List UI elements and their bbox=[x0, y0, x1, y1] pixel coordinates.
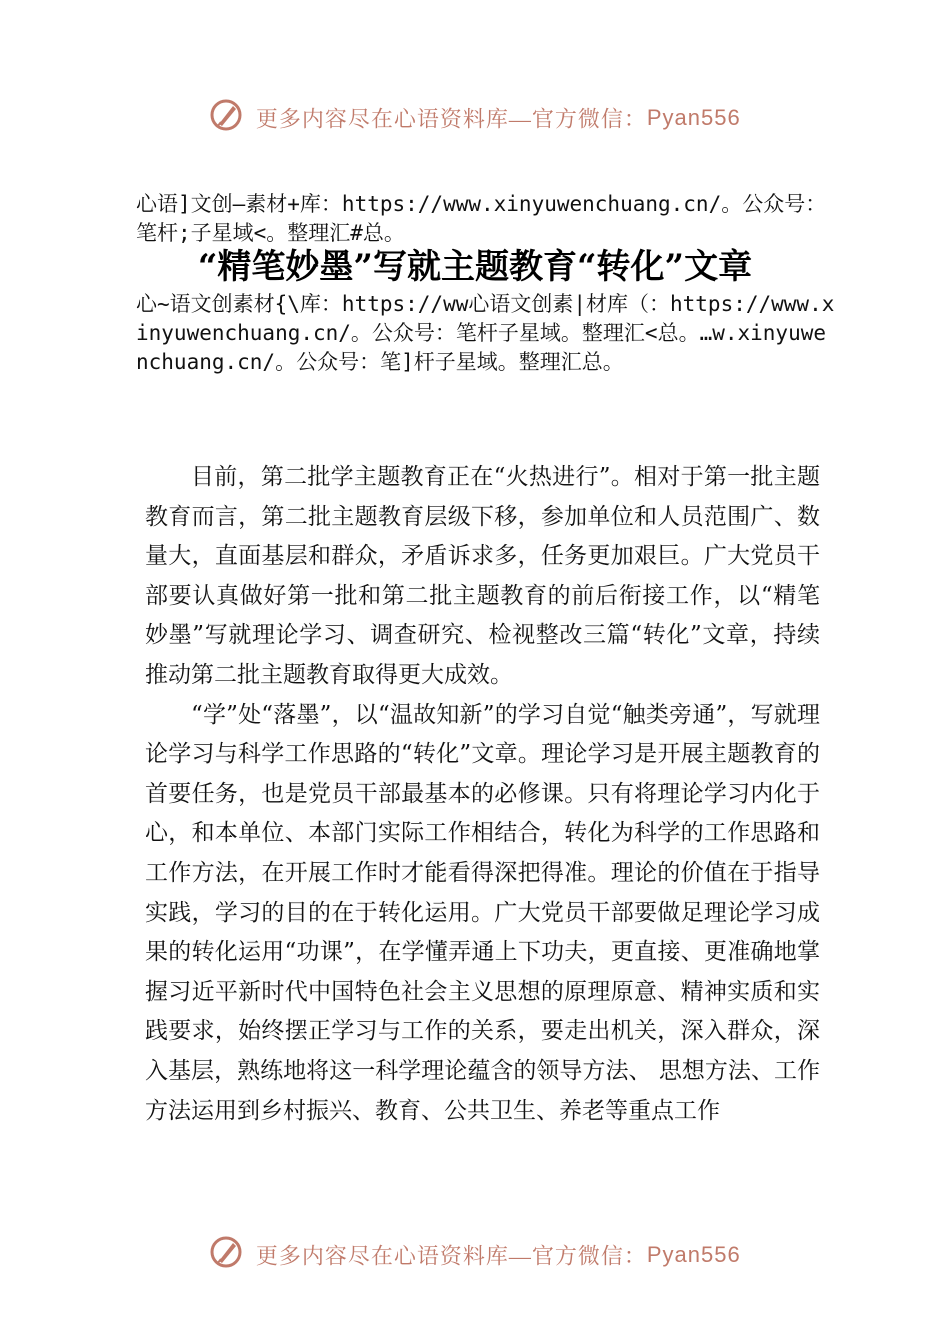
watermark-line-top: 心语]文创—素材+库：https://www.xinyuwenchuang.cn/。公众号：笔杆;子星域<。整理汇#总。 bbox=[136, 192, 827, 245]
pen-logo-icon bbox=[209, 1235, 243, 1275]
header-banner bbox=[0, 98, 950, 138]
paragraph: 目前，第二批学主题教育正在“火热进行”。相对于第一批主题教育而言，第二批主题教育层级下移，参加单位和人员范围广、数量大，直面基层和群众，矛盾诉求多，任务更加艰巨。广大党员干部要认真做好第一批和第二批主题教育的前后衔接工作，以“精笔妙墨”写就理论学习、调查研究、检视整改三篇“转化”文章，持续推动第二批主题教育取得更大成效。 bbox=[145, 464, 820, 688]
header-banner-text: 更多内容尽在心语资料库—官方微信： bbox=[255, 106, 647, 132]
header-wechat-id: Pyan556 bbox=[646, 105, 741, 130]
article-title: “精笔妙墨”写就主题教育“转化”文章 bbox=[197, 247, 753, 287]
article-body bbox=[145, 458, 820, 1131]
footer-banner bbox=[0, 1235, 950, 1275]
footer-banner-text: 更多内容尽在心语资料库—官方微信： bbox=[255, 1243, 647, 1269]
watermark-line-middle: 心~语文创素材{\库：https://ww心语文创素|材库（：https://www.xinyuwenchuang.cn/。公众号：笔杆子星域。整理汇<总。…w.xinyuwenchuang.cn/。公众号：笔]杆子星域。整理汇总。 bbox=[136, 292, 835, 374]
pen-logo-icon bbox=[209, 98, 243, 138]
footer-wechat-id: Pyan556 bbox=[646, 1242, 741, 1267]
paragraph: “学”处“落墨”，以“温故知新”的学习自觉“触类旁通”，写就理论学习与科学工作思路的“转化”文章。理论学习是开展主题教育的首要任务，也是党员干部最基本的必修课。只有将理论学习内化于心，和本单位、本部门实际工作相结合，转化为科学的工作思路和工作方法，在开展工作时才能看得深把得准。理论的价值在于指导实践，学习的目的在于转化运用。广大党员干部要做足理论学习成果的转化运用“功课”，在学懂弄通上下功夫，更直接、更准确地掌握习近平新时代中国特色社会主义思想的原理原意、精神实质和实践要求，始终摆正学习与工作的关系，要走出机关，深入群众，深入基层，熟练地将这一科学理论蕴含的领导方法、 思想方法、工作方法运用到乡村振兴、教育、公共卫生、养老等重点工作 bbox=[145, 701, 820, 1124]
